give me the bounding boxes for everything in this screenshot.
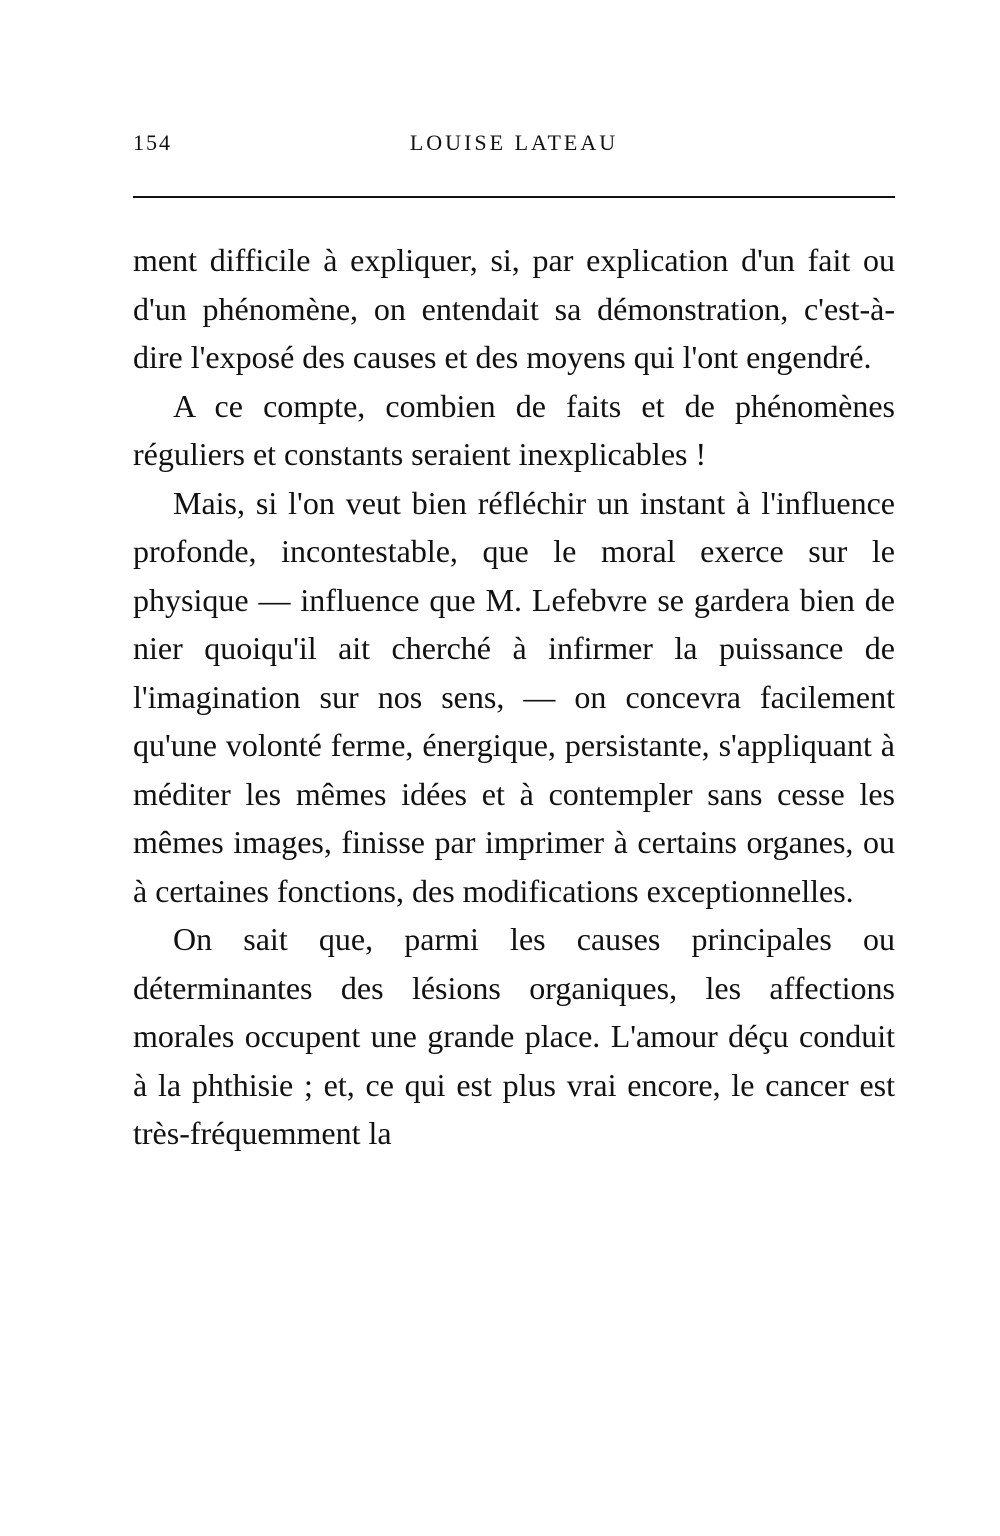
running-head (133, 130, 895, 160)
paragraph-2: A ce compte, combien de faits et de phénomènes réguliers et constants seraient inexplicables ! (133, 387, 895, 472)
body-text (133, 236, 895, 1158)
page-number: 154 (133, 130, 172, 155)
running-title: LOUISE LATEAU (409, 130, 619, 155)
paragraph-3: Mais, si l'on veut bien réfléchir un instant à l'influence profonde, incontestable, que le moral exerce sur le physique — influence que M. Lefebvre se gardera bien de nier quoiqu'il ait cherché à infirmer la puissance de l'imagination sur nos sens, — on concevra facilement qu'une volonté ferme, énergique, persistante, s'appliquant à méditer les mêmes idées et à contempler sans cesse les mêmes images, finisse par imprimer à certains organes, ou à certaines fonctions, des modifications exceptionnelles. (133, 484, 895, 909)
header-rule (133, 196, 895, 198)
paragraph-4: On sait que, parmi les causes principales ou déterminantes des lésions organiques, les affections morales occupent une grande place. L'amour déçu conduit à la phthisie ; et, ce qui est plus vrai encore, le cancer est très-fréquemment la (133, 921, 895, 1151)
paragraph-1: ment difficile à expliquer, si, par explication d'un fait ou d'un phénomène, on entendait sa démonstration, c'est-à-dire l'exposé des causes et des moyens qui l'ont engendré. (133, 242, 895, 375)
